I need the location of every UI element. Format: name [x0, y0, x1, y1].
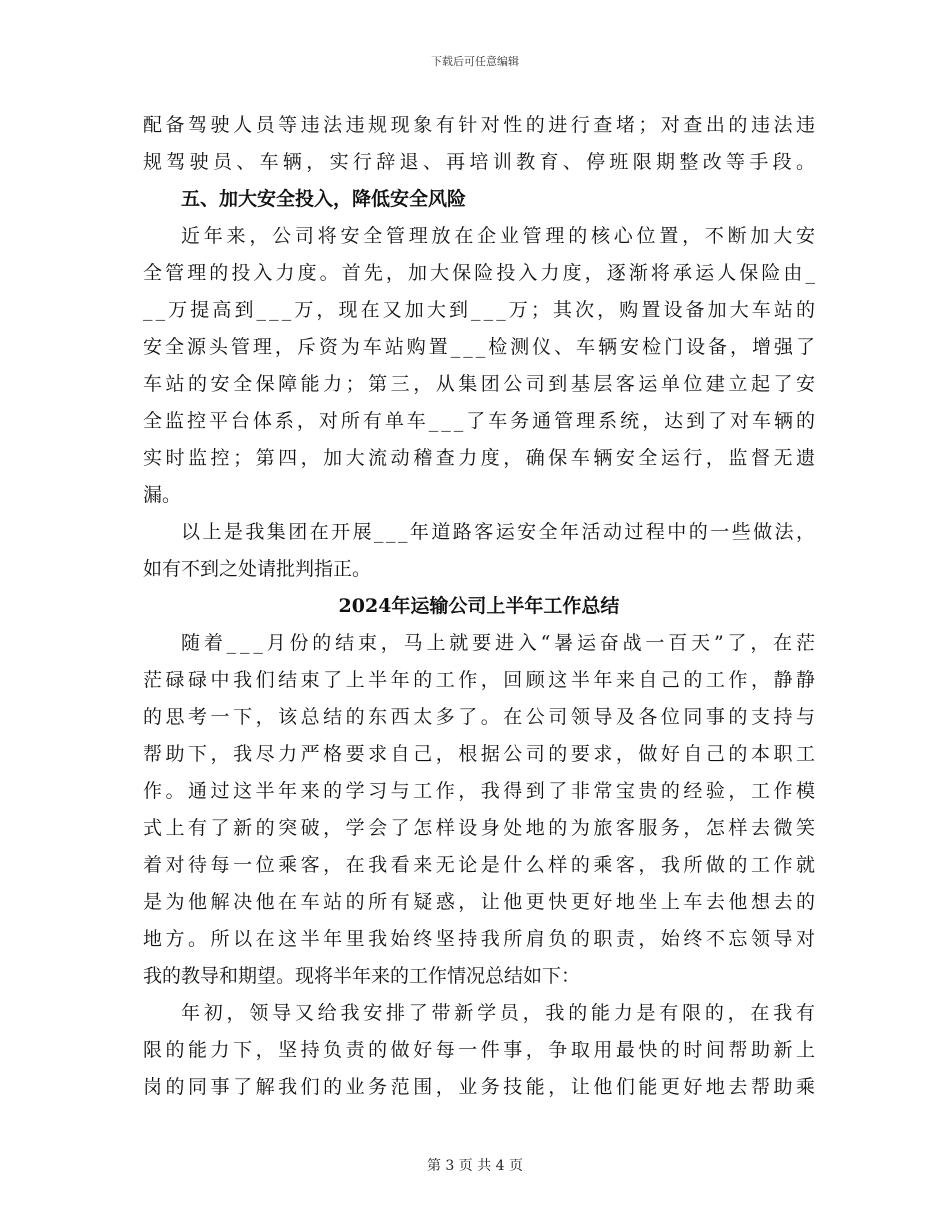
body-line: 以上是我集团在开展___年道路客运安全年活动过程中的一些做法，: [181, 521, 818, 543]
body-line: 岗的同事了解我们的业务范围，业务技能，让他们能更好地去帮助乘: [143, 1076, 819, 1098]
body-line: 茫碌碌中我们结束了上半年的工作，回顾这半年来自己的工作，静静: [143, 669, 819, 691]
body-line: 全监控平台体系，对所有单车___了车务通管理系统，达到了对车辆的: [143, 410, 818, 432]
body-line: 限的能力下，坚持负责的做好每一件事，争取用最快的时间帮助新上: [143, 1039, 819, 1061]
body-line: 我的教导和期望。现将半年来的工作情况总结如下：: [143, 965, 581, 987]
body-line: 配备驾驶人员等违法违规现象有针对性的进行查堵；对查出的违法违: [143, 114, 819, 136]
body-line: 规驾驶员、车辆，实行辞退、再培训教育、停班限期整改等手段。: [143, 151, 820, 173]
body-line: 随着___月份的结束，马上就要进入“暑运奋战一百天”了，在茫: [181, 632, 819, 654]
body-line: 的思考一下，该总结的东西太多了。在公司领导及各位同事的支持与: [143, 706, 819, 728]
body-line: 漏。: [143, 484, 182, 506]
body-line: 作。通过这半年来的学习与工作，我得到了非常宝贵的经验，工作模: [143, 780, 819, 802]
body-line: 着对待每一位乘客，在我看来无论是什么样的乘客，我所做的工作就: [143, 854, 819, 876]
body-line: 是为他解决他在车站的所有疑惑，让他更快更好地坐上车去他想去的: [143, 891, 819, 913]
document-body: [143, 107, 820, 1106]
page-number: 第 3 页 共 4 页: [426, 1158, 524, 1174]
body-line: 车站的安全保障能力；第三，从集团公司到基层客运单位建立起了安: [143, 373, 819, 395]
body-line: 帮助下，我尽力严格要求自己，根据公司的要求，做好自己的本职工: [143, 743, 819, 765]
body-line: 安全源头管理，斥资为车站购置___检测仪、车辆安检门设备，增强了: [143, 336, 818, 358]
section-heading: 五、加大安全投入，降低安全风险: [181, 188, 467, 210]
body-line: 近年来，公司将安全管理放在企业管理的核心位置，不断加大安: [181, 225, 819, 247]
page-header-note: 下载后可任意编辑: [431, 55, 519, 68]
body-line: __万提高到___万，现在又加大到___万；其次，购置设备加大车站的: [143, 299, 819, 321]
document-title: 2024年运输公司上半年工作总结: [338, 595, 620, 617]
body-line: 年初，领导又给我安排了带新学员，我的能力是有限的，在我有: [181, 1002, 819, 1024]
body-line: 地方。所以在这半年里我始终坚持我所肩负的职责，始终不忘领导对: [143, 928, 819, 950]
body-line: 实时监控；第四，加大流动稽查力度，确保车辆安全运行，监督无遗: [143, 447, 819, 469]
body-line: 式上有了新的突破，学会了怎样设身处地的为旅客服务，怎样去微笑: [143, 817, 819, 839]
body-line: 全管理的投入力度。首先，加大保险投入力度，逐渐将承运人保险由_: [143, 262, 819, 284]
body-line: 如有不到之处请批判指正。: [143, 558, 372, 580]
